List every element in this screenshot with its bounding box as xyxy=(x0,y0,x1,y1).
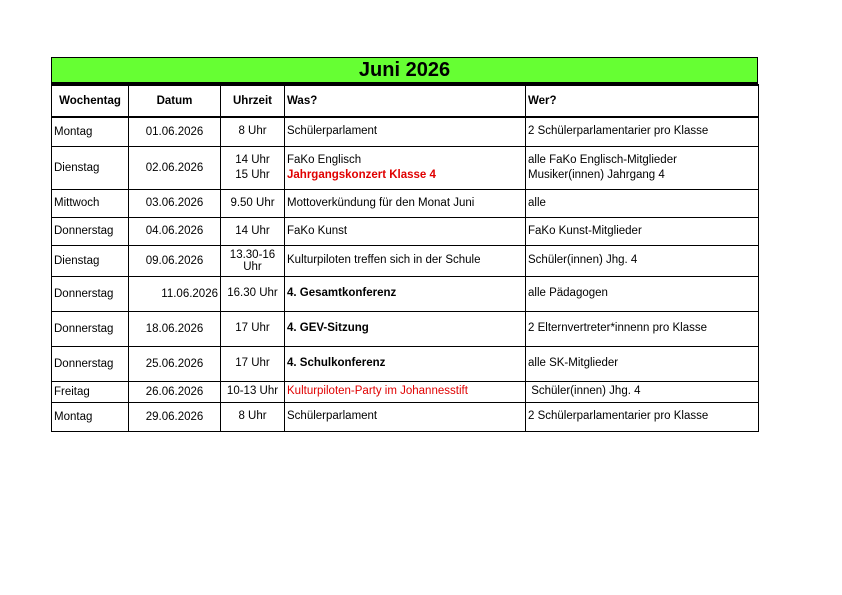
event-line: Mottoverkündung für den Monat Juni xyxy=(287,196,475,209)
participants-line: Schüler(innen) Jhg. 4 xyxy=(528,254,638,266)
time-line: 8 Uhr xyxy=(238,125,267,138)
time-line: 14 Uhr xyxy=(235,224,270,237)
event-line: Kulturpiloten-Party im Johannesstift xyxy=(287,385,468,397)
cell-day: Donnerstag xyxy=(52,217,129,245)
cell-time xyxy=(221,402,285,431)
table-row xyxy=(52,217,759,245)
event-line: Schülerparlament xyxy=(287,410,378,422)
header-row xyxy=(52,85,759,117)
cell-who xyxy=(526,217,759,245)
cell-day: Donnerstag xyxy=(52,276,129,311)
table-row xyxy=(52,311,759,346)
event-line: 4. Gesamtkonferenz xyxy=(287,287,397,299)
time-line: Uhr xyxy=(243,260,262,273)
table-row xyxy=(52,276,759,311)
participants-line: alle FaKo Englisch-Mitglieder xyxy=(528,153,677,166)
participants-line: FaKo Kunst-Mitglieder xyxy=(528,224,642,237)
cell-day: Dienstag xyxy=(52,245,129,276)
header-who: Wer? xyxy=(526,85,759,117)
table-row xyxy=(52,381,759,402)
event-line: Jahrgangskonzert Klasse 4 xyxy=(287,168,436,181)
cell-what xyxy=(285,146,526,189)
cell-time xyxy=(221,245,285,276)
cell-who xyxy=(526,117,759,146)
cell-time xyxy=(221,117,285,146)
cell-time xyxy=(221,217,285,245)
participants-line: Musiker(innen) Jahrgang 4 xyxy=(528,168,665,181)
time-line: 17 Uhr xyxy=(235,357,270,369)
participants-line: alle xyxy=(528,196,546,209)
header-time: Uhrzeit xyxy=(221,85,285,117)
table-row xyxy=(52,346,759,381)
cell-day: Dienstag xyxy=(52,146,129,189)
time-line: 13.30-16 xyxy=(229,248,276,261)
cell-day: Montag xyxy=(52,402,129,431)
cell-day: Freitag xyxy=(52,381,129,402)
cell-who xyxy=(526,381,759,402)
time-line: 15 Uhr xyxy=(235,168,270,181)
cell-who xyxy=(526,276,759,311)
participants-line: alle SK-Mitglieder xyxy=(528,357,619,369)
cell-what xyxy=(285,189,526,217)
header-what: Was? xyxy=(285,85,526,117)
participants-line: 2 Schülerparlamentarier pro Klasse xyxy=(528,125,709,138)
time-line: 9.50 Uhr xyxy=(230,196,275,209)
event-line: Schülerparlament xyxy=(287,125,378,138)
cell-date: 02.06.2026 xyxy=(129,146,221,189)
cell-day: Mittwoch xyxy=(52,189,129,217)
header-date: Datum xyxy=(129,85,221,117)
cell-time xyxy=(221,381,285,402)
cell-day: Donnerstag xyxy=(52,346,129,381)
participants-line: alle Pädagogen xyxy=(528,287,608,299)
schedule-sheet xyxy=(51,57,758,432)
cell-day: Donnerstag xyxy=(52,311,129,346)
cell-who xyxy=(526,402,759,431)
time-line: 14 Uhr xyxy=(235,153,270,166)
time-line: 8 Uhr xyxy=(238,410,267,422)
event-line: Kulturpiloten treffen sich in der Schule xyxy=(287,254,481,266)
table-row xyxy=(52,146,759,189)
table-row xyxy=(52,189,759,217)
cell-date: 11.06.2026 xyxy=(129,276,221,311)
cell-date: 09.06.2026 xyxy=(129,245,221,276)
cell-what xyxy=(285,311,526,346)
cell-time xyxy=(221,189,285,217)
event-line: 4. GEV-Sitzung xyxy=(287,322,369,334)
cell-what xyxy=(285,245,526,276)
cell-who xyxy=(526,245,759,276)
cell-who xyxy=(526,146,759,189)
cell-date: 26.06.2026 xyxy=(129,381,221,402)
event-line: 4. Schulkonferenz xyxy=(287,357,386,369)
cell-what xyxy=(285,217,526,245)
cell-date: 25.06.2026 xyxy=(129,346,221,381)
schedule-table xyxy=(51,84,759,432)
cell-time xyxy=(221,146,285,189)
time-line: 10-13 Uhr xyxy=(226,385,279,397)
cell-date: 29.06.2026 xyxy=(129,402,221,431)
table-row xyxy=(52,117,759,146)
cell-time xyxy=(221,311,285,346)
header-day: Wochentag xyxy=(52,85,129,117)
event-line: FaKo Kunst xyxy=(287,224,348,237)
cell-date: 04.06.2026 xyxy=(129,217,221,245)
cell-who xyxy=(526,311,759,346)
table-row xyxy=(52,245,759,276)
table-row xyxy=(52,402,759,431)
event-line: FaKo Englisch xyxy=(287,153,362,166)
participants-line: 2 Elternvertreter*innenn pro Klasse xyxy=(528,322,707,334)
cell-day: Montag xyxy=(52,117,129,146)
cell-what xyxy=(285,381,526,402)
cell-what xyxy=(285,346,526,381)
cell-time xyxy=(221,276,285,311)
cell-date: 18.06.2026 xyxy=(129,311,221,346)
cell-who xyxy=(526,346,759,381)
time-line: 17 Uhr xyxy=(235,322,270,334)
participants-line: Schüler(innen) Jhg. 4 xyxy=(528,385,641,397)
page-title: Juni 2026 xyxy=(51,57,758,84)
cell-who xyxy=(526,189,759,217)
cell-time xyxy=(221,346,285,381)
cell-date: 01.06.2026 xyxy=(129,117,221,146)
participants-line: 2 Schülerparlamentarier pro Klasse xyxy=(528,410,709,422)
cell-what xyxy=(285,402,526,431)
cell-what xyxy=(285,117,526,146)
cell-what xyxy=(285,276,526,311)
cell-date: 03.06.2026 xyxy=(129,189,221,217)
time-line: 16.30 Uhr xyxy=(227,287,278,299)
